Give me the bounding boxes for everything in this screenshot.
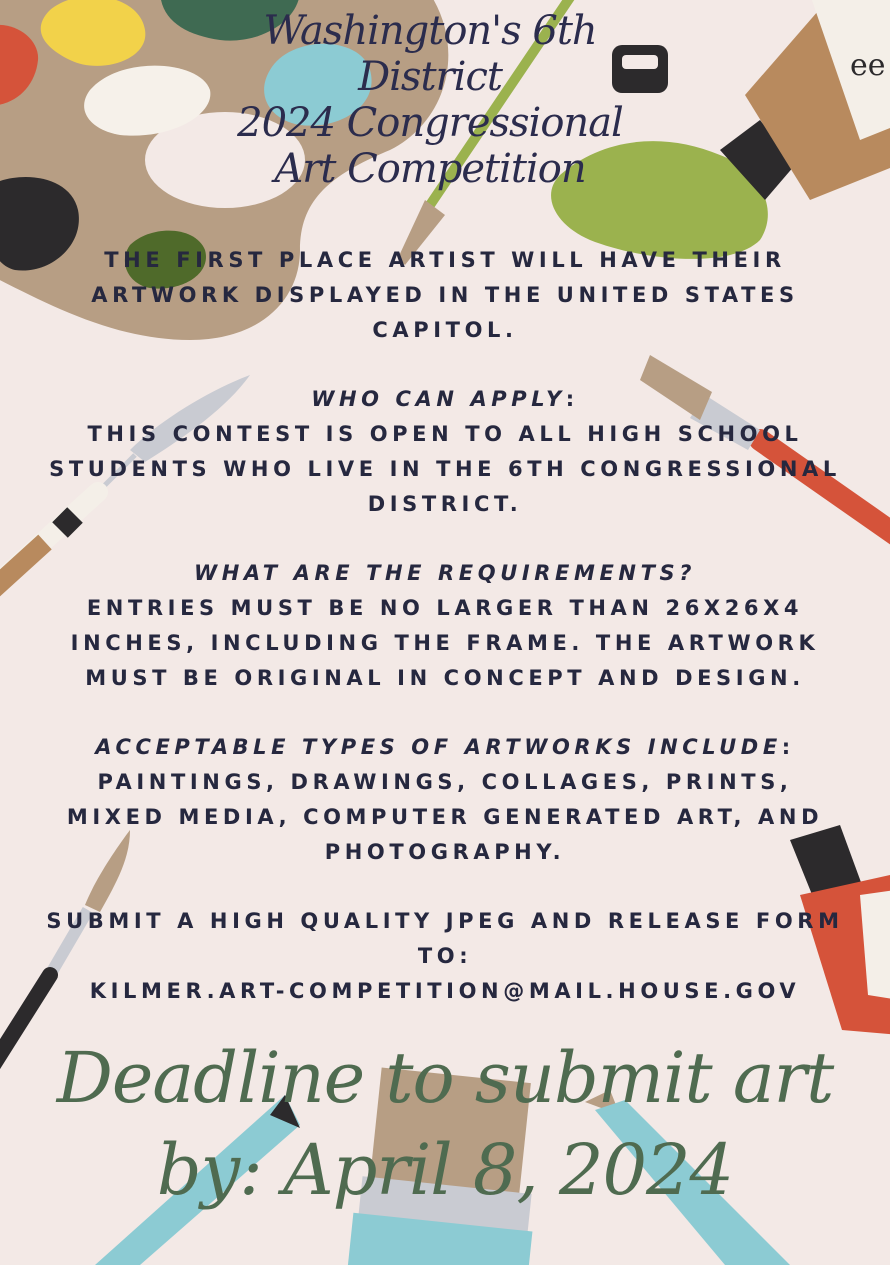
who-line: DISTRICT. [367, 491, 523, 516]
requirements-line: INCHES, INCLUDING THE FRAME. THE ARTWORK [70, 630, 820, 655]
types-heading: ACCEPTABLE TYPES OF ARTWORKS INCLUDE: [95, 735, 795, 760]
intro-line: THE FIRST PLACE ARTIST WILL HAVE THEIR [104, 248, 786, 272]
deadline-line: by: April 8, 2024 [156, 1129, 734, 1211]
types-line: PHOTOGRAPHY. [324, 839, 566, 864]
deadline [0, 1032, 890, 1216]
submission-email: KILMER.ART-COMPETITION@MAIL.HOUSE.GOV [89, 978, 801, 1003]
who-line: STUDENTS WHO LIVE IN THE 6TH CONGRESSIONAL [49, 456, 841, 481]
submit-line: SUBMIT A HIGH QUALITY JPEG AND RELEASE FORM [46, 909, 844, 934]
who-can-apply-heading: WHO CAN APPLY: [311, 387, 579, 412]
types-line: PAINTINGS, DRAWINGS, COLLAGES, PRINTS, [97, 769, 793, 794]
title [230, 8, 630, 192]
intro-line: CAPITOL. [372, 317, 518, 342]
intro-line: ARTWORK DISPLAYED IN THE UNITED STATES [91, 282, 799, 307]
title-line: Washington's 6th [263, 8, 597, 54]
title-line: Art Competition [274, 146, 586, 192]
submit-line: TO: [417, 943, 473, 968]
svg-text:ee: ee [850, 48, 886, 83]
who-line: THIS CONTEST IS OPEN TO ALL HIGH SCHOOL [87, 421, 803, 446]
details [0, 243, 890, 1009]
types-line: MIXED MEDIA, COMPUTER GENERATED ART, AND [66, 804, 824, 829]
title-line: District [358, 54, 502, 100]
requirements-line: MUST BE ORIGINAL IN CONCEPT AND DESIGN. [85, 665, 805, 690]
deadline-line: Deadline to submit art [56, 1037, 834, 1119]
title-line: 2024 Congressional [237, 100, 623, 146]
requirements-heading: WHAT ARE THE REQUIREMENTS? [193, 561, 697, 586]
requirements-line: ENTRIES MUST BE NO LARGER THAN 26X26X4 [86, 595, 804, 620]
